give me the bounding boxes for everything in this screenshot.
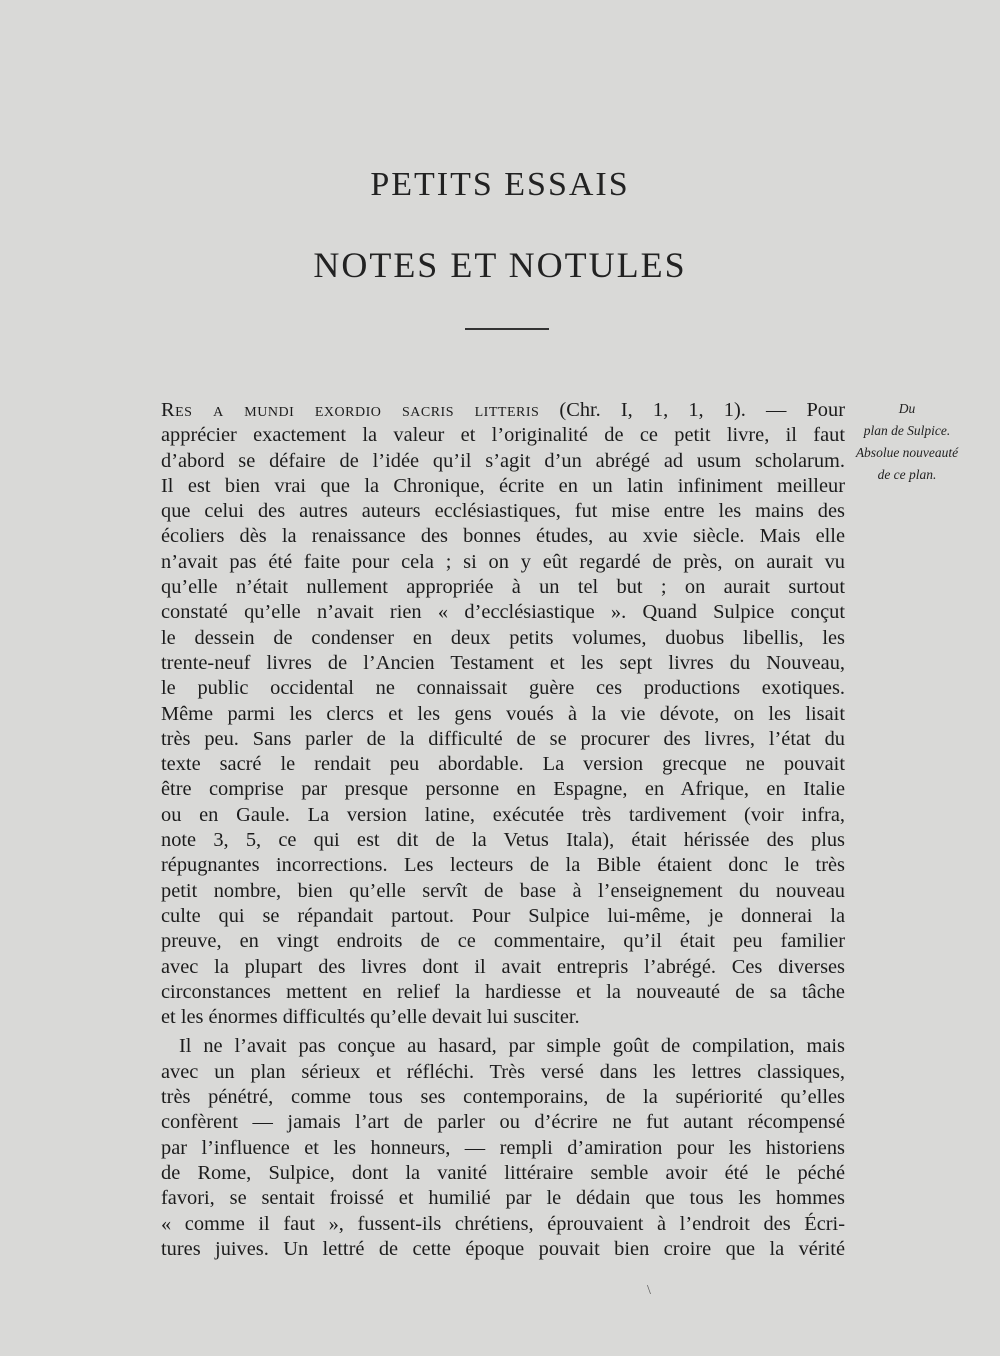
text-line: par l’influence et les honneurs, — rempli d’amiration pour les historiens	[161, 1136, 845, 1159]
text-line: trente-neuf livres de l’Ancien Testament et les sept livres du Nouveau,	[161, 651, 845, 674]
section-heading: Res a mundi exordio sacris litteris	[161, 399, 540, 421]
text-line: Même parmi les clercs et les gens voués à la vie dévote, on les lisait	[161, 702, 845, 725]
text-line: avec la plupart des livres dont il avait entrepris l’abrégé. Ces diverses	[161, 955, 845, 978]
text-line: très pénétré, comme tous ses contemporains, de la supériorité qu’elles	[161, 1086, 845, 1109]
text-line: que celui des autres auteurs ecclésiastiques, fut mise entre les mains des	[161, 500, 845, 523]
text-line: texte sacré le rendait peu abordable. La version grecque ne pouvait	[161, 753, 845, 776]
text-line: et les énormes difficultés qu’elle devait lui susciter.	[161, 1006, 580, 1029]
margin-note-line: de ce plan.	[877, 467, 937, 482]
margin-note-line: Du	[898, 401, 916, 416]
text-line: répugnantes incorrections. Les lecteurs de la Bible étaient donc le très	[161, 854, 845, 877]
title-rule	[465, 328, 549, 330]
text-line: petit nombre, bien qu’elle servît de base à l’enseignement du nouveau	[161, 879, 845, 902]
text-line: constaté qu’elle n’avait rien « d’ecclésiastique ». Quand Sulpice conçut	[161, 601, 845, 624]
text-line: le public occidental ne connaissait guère ces productions exotiques.	[161, 677, 845, 700]
body-text	[161, 398, 845, 1262]
page-subtitle: NOTES ET NOTULES	[313, 245, 687, 285]
margin-note-line: plan de Sulpice.	[863, 423, 951, 438]
text-line: apprécier exactement la valeur et l’originalité de ce petit livre, il faut	[161, 424, 845, 447]
text-line: ou en Gaule. La version latine, exécutée très tardivement (voir infra,	[161, 803, 845, 826]
text-line: confèrent — jamais l’art de parler ou d’écrire ne fut autant récompensé	[161, 1111, 845, 1134]
text-line: d’abord se défaire de l’idée qu’il s’agit d’un abrégé ad usum scholarum.	[161, 449, 845, 472]
text-line: très peu. Sans parler de la difficulté de se procurer des livres, l’état du	[161, 727, 845, 750]
margin-note-novelty	[852, 442, 962, 486]
text-line: de Rome, Sulpice, dont la vanité littéraire semble avoir été le péché	[161, 1161, 845, 1184]
text-line	[161, 398, 845, 423]
margin-note-line: Absolue nouveauté	[855, 445, 959, 460]
margin-note-plan	[852, 398, 962, 442]
text-line: culte qui se répandait partout. Pour Sulpice lui-même, je donnerai la	[161, 904, 845, 927]
chronicle-reference: (Chr. I, 1, 1, 1). — Pour	[559, 399, 845, 421]
text-line: tures juives. Un lettré de cette époque pouvait bien croire que la vérité	[161, 1237, 845, 1260]
page-title: PETITS ESSAIS	[370, 166, 630, 203]
print-mark: \	[647, 1283, 651, 1298]
text-line: « comme il faut », fussent-ils chrétiens, éprouvaient à l’endroit des Écri-	[161, 1212, 845, 1235]
text-line: le dessein de condenser en deux petits volumes, duobus libellis, les	[161, 626, 845, 649]
text-line: Il ne l’avait pas conçue au hasard, par simple goût de compilation, mais	[179, 1035, 845, 1058]
text-line: être comprise par presque personne en Espagne, en Afrique, en Italie	[161, 778, 845, 801]
text-line: n’avait pas été faite pour cela ; si on y eût regardé de près, on aurait vu	[161, 550, 845, 573]
text-line: qu’elle n’était nullement appropriée à un tel but ; on aurait surtout	[161, 576, 845, 599]
text-line: favori, se sentait froissé et humilié par le dédain que tous les hommes	[161, 1187, 845, 1210]
margin-notes	[852, 398, 962, 486]
text-line: écoliers dès la renaissance des bonnes études, au xvie siècle. Mais elle	[161, 525, 845, 548]
text-line: preuve, en vingt endroits de ce commentaire, qu’il était peu familier	[161, 930, 845, 953]
text-line: circonstances mettent en relief la hardiesse et la nouveauté de sa tâche	[161, 980, 845, 1003]
text-line: avec un plan sérieux et réfléchi. Très versé dans les lettres classiques,	[161, 1060, 845, 1083]
text-line: Il est bien vrai que la Chronique, écrite en un latin infiniment meilleur	[161, 474, 845, 497]
text-line: note 3, 5, ce qui est dit de la Vetus Itala), était hérissée des plus	[161, 829, 845, 852]
